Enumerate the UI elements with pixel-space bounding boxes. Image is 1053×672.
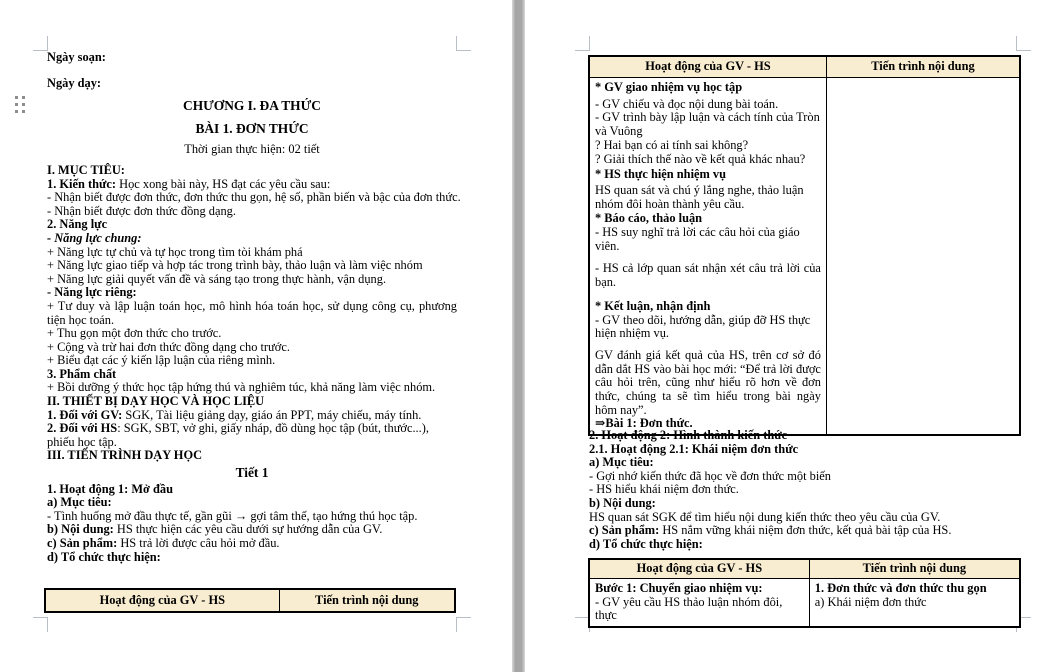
text-run: SGK, Tài liệu giảng dạy, giáo án PPT, máy chiếu, máy tính. <box>122 407 422 422</box>
paragraph <box>595 582 804 596</box>
cell-lesson-content <box>826 78 1019 434</box>
table-body-row <box>590 578 1019 626</box>
paragraph <box>47 395 457 409</box>
text-run: a) Mục tiêu: <box>47 495 112 510</box>
text-run: + Cộng và trừ hai đơn thức đồng dạng cho trước. <box>47 339 290 354</box>
cell-lesson-content <box>809 579 1019 626</box>
paragraph <box>47 341 457 355</box>
paragraph <box>47 143 457 157</box>
paragraph <box>47 273 457 287</box>
paragraph <box>47 466 457 480</box>
text-run: HS trả lời được câu hỏi mở đầu. <box>117 536 280 550</box>
paragraph <box>47 232 457 246</box>
document-page-2[interactable] <box>525 0 1053 672</box>
paragraph <box>47 368 457 382</box>
paragraph <box>47 51 457 65</box>
paragraph <box>47 99 457 113</box>
margin-crop-mark <box>575 36 590 51</box>
text-run: - Năng lực riêng: <box>47 285 137 300</box>
text-run: 2. Năng lực <box>47 217 108 232</box>
text-run: 2.1. Hoạt động 2.1: Khái niệm đơn thức <box>589 441 799 456</box>
paragraph <box>47 483 457 497</box>
paragraph <box>47 259 457 273</box>
margin-crop-mark <box>33 36 48 51</box>
table-header-activity: Hoạt động của GV - HS <box>46 590 279 611</box>
text-run: Bước 1: Chuyển giao nhiệm vụ: <box>595 581 763 595</box>
text-run: * Báo cáo, thảo luận <box>595 211 703 226</box>
text-run: b) Nội dung: <box>47 522 114 537</box>
text-run: b) Nội dung: <box>589 495 656 510</box>
text-run: CHƯƠNG I. ĐA THỨC <box>183 98 321 114</box>
text-run: c) Sản phẩm: <box>589 523 660 538</box>
text-run: - HS hiểu khái niệm đơn thức. <box>589 482 739 497</box>
paragraph <box>47 327 457 341</box>
paragraph <box>815 582 1014 596</box>
text-run: Học xong bài này, HS đạt các yêu cầu sau: <box>116 176 331 191</box>
text-run: + Thu gọn một đơn thức cho trước. <box>47 326 222 341</box>
cell-gv-hs-activity <box>590 579 809 626</box>
paragraph <box>47 77 457 91</box>
activity-table-page1 <box>44 588 456 613</box>
table-header-activity: Hoạt động của GV - HS <box>590 57 826 77</box>
text-run: HS thực hiện các yêu cầu dưới sự hướng dẫn của GV. <box>113 522 383 537</box>
text-run: - GV trình bày lập luận và cách tính của Tròn và Vuông <box>595 110 820 139</box>
text-run: + Năng lực tự chủ và tự học trong tìm tòi khám phá <box>47 244 303 259</box>
text-run: - GV chiếu và đọc nội dung bài toán. <box>595 96 779 111</box>
table-body-row <box>590 77 1019 434</box>
paragraph <box>47 422 457 449</box>
margin-crop-mark <box>456 36 471 51</box>
text-run: - Tình huống mở đầu thực tế, gần gũi → gợi tâm thế, tạo hứng thú học tập. <box>47 508 418 523</box>
text-run: a) Mục tiêu: <box>589 455 654 470</box>
paragraph <box>589 483 1017 497</box>
text-run: * Kết luận, nhận định <box>595 298 711 313</box>
paragraph <box>47 551 457 565</box>
text-run: Ngày soạn: <box>47 50 106 64</box>
paragraph <box>47 190 461 205</box>
paragraph <box>595 314 821 341</box>
paragraph <box>47 300 457 327</box>
paragraph <box>47 523 457 537</box>
text-run: - GV theo dõi, hướng dẫn, giúp đỡ HS thực hiện nhiệm vụ. <box>595 312 811 341</box>
paragraph <box>589 443 1017 457</box>
text-run: d) Tổ chức thực hiện: <box>589 536 703 551</box>
text-run: Thời gian thực hiện: 02 tiết <box>184 142 320 157</box>
text-run: + Biểu đạt các ý kiến lập luận của riêng mình. <box>47 353 276 368</box>
text-run: HS nắm vững khái niệm đơn thức, kết quả bài tập của HS. <box>659 523 952 538</box>
text-run: - GV yêu cầu HS thảo luận nhóm đôi, thực <box>595 594 783 623</box>
paragraph <box>595 212 821 226</box>
text-run: GV đánh giá kết quả của HS, trên cơ sở đó dẫn dắt HS vào bài học mới: “Để trả lời được câu hỏi trên, cũng như hiểu rõ hơn về đơn thức, chúng ta sẽ tìm hiểu trong bài ngày hôm nay”. <box>595 347 821 417</box>
document-page-1[interactable] <box>0 0 512 672</box>
paragraph <box>595 184 821 211</box>
paragraph <box>589 470 1017 484</box>
paragraph <box>589 524 1017 538</box>
paragraph <box>47 496 457 510</box>
text-run: * HS thực hiện nhiệm vụ <box>595 167 727 182</box>
paragraph <box>47 354 457 368</box>
paragraph <box>47 205 457 219</box>
text-run: c) Sản phẩm: <box>47 536 118 550</box>
text-run: : SGK, SBT, vở ghi, giấy nháp, đồ dùng học tập (bút, thước...), phiếu học tập. <box>47 421 429 449</box>
table-header-row <box>590 57 1019 77</box>
paragraph <box>595 98 821 112</box>
table-header-row <box>590 560 1019 578</box>
paragraph <box>47 409 457 423</box>
text-run: + Năng lực giao tiếp và hợp tác trong trình bày, thảo luận và làm việc nhóm <box>47 258 423 273</box>
paragraph <box>47 178 457 192</box>
text-run: III. TIẾN TRÌNH DẠY HỌC <box>47 448 203 463</box>
text-run: BÀI 1. ĐƠN THỨC <box>195 120 309 136</box>
paragraph <box>589 497 1017 511</box>
paragraph <box>589 456 1017 470</box>
text-run: - Gợi nhớ kiến thức đã học về đơn thức một biến <box>589 468 831 483</box>
margin-crop-mark <box>456 617 471 632</box>
text-run: ? Hai bạn có ai tính sai không? <box>595 137 749 152</box>
text-run: 1. Kiến thức: <box>47 176 117 191</box>
table-header-content: Tiến trình nội dung <box>809 560 1019 578</box>
page2-text-body <box>589 429 1017 551</box>
paragraph <box>589 511 1017 525</box>
text-run: + Tư duy và lập luận toán học, mô hình hóa toán học, sử dụng công cụ, phương tiện học toán. <box>47 298 457 327</box>
text-run: - HS cả lớp quan sát nhận xét câu trả lời của bạn. <box>595 261 821 290</box>
text-run: 1. Đơn thức và đơn thức thu gọn <box>814 581 987 595</box>
page1-text-body <box>47 50 461 564</box>
text-run: * GV giao nhiệm vụ học tập <box>595 80 743 94</box>
paragraph <box>815 596 1014 610</box>
table-header-content: Tiến trình nội dung <box>279 590 454 611</box>
paragraph <box>47 510 457 524</box>
text-run: d) Tổ chức thực hiện: <box>47 549 161 564</box>
paragraph <box>47 286 457 300</box>
table-header-content: Tiến trình nội dung <box>826 57 1019 77</box>
paragraph <box>47 218 457 232</box>
paragraph <box>47 246 457 260</box>
paragraph <box>47 449 457 463</box>
text-run: 3. Phẩm chất <box>47 366 117 381</box>
activity-table-1 <box>588 55 1021 436</box>
text-run: Ngày dạy: <box>47 75 102 90</box>
text-run: - Nhận biết được đơn thức, đơn thức thu gọn, hệ số, phần biến và bậc của đơn thức. <box>47 190 461 205</box>
margin-crop-mark <box>33 617 48 632</box>
paragraph <box>595 349 821 418</box>
text-run: I. MỤC TIÊU: <box>47 162 125 177</box>
text-run: 2. Hoạt động 2: Hình thành kiến thức <box>589 428 788 442</box>
text-run: HS quan sát và chú ý lắng nghe, thảo luận nhóm đôi hoàn thành yêu cầu. <box>595 182 804 211</box>
block-drag-handle-icon[interactable] <box>15 96 25 113</box>
text-run: 1. Đối với GV: <box>47 407 123 422</box>
text-run: ⇒Bài 1: Đơn thức. <box>595 416 693 431</box>
margin-crop-mark <box>1016 36 1031 51</box>
paragraph <box>47 122 457 136</box>
text-run: 1. Hoạt động 1: Mở đầu <box>47 481 173 496</box>
paragraph <box>47 164 457 178</box>
paragraph <box>595 111 821 138</box>
paragraph <box>595 81 821 95</box>
table-header-activity: Hoạt động của GV - HS <box>590 560 809 578</box>
text-run: HS quan sát SGK để tìm hiểu nội dung kiến thức theo yêu cầu của GV. <box>589 509 941 524</box>
text-run: - HS suy nghĩ trả lời các câu hỏi của giáo viên. <box>595 225 800 253</box>
text-run: - Năng lực chung: <box>47 230 142 245</box>
paragraph <box>589 538 1017 552</box>
text-run: + Bồi dưỡng ý thức học tập hứng thú và nghiêm túc, khả năng làm việc nhóm. <box>47 380 436 395</box>
cell-gv-hs-activity <box>590 78 826 434</box>
paragraph <box>595 596 804 623</box>
activity-table-2 <box>588 558 1021 628</box>
text-run: ? Giải thích thế nào về kết quả khác nhau? <box>595 151 806 166</box>
text-run: - Nhận biết được đơn thức đồng dạng. <box>47 203 236 218</box>
paragraph <box>595 300 821 314</box>
paragraph <box>595 262 821 289</box>
text-run: Tiết 1 <box>235 465 269 481</box>
paragraph <box>595 153 821 167</box>
paragraph <box>595 226 821 253</box>
text-run: 2. Đối với HS <box>47 421 118 436</box>
paragraph <box>595 168 821 182</box>
paragraph <box>589 429 1017 443</box>
text-run: + Năng lực giải quyết vấn đề và sáng tạo trong thực hành, vận dụng. <box>47 271 387 286</box>
text-run: a) Khái niệm đơn thức <box>814 594 927 609</box>
paragraph <box>47 537 457 551</box>
table-header-row <box>46 590 454 611</box>
text-run: II. THIẾT BỊ DẠY HỌC VÀ HỌC LIỆU <box>47 394 265 409</box>
page-gap <box>512 0 525 672</box>
paragraph <box>595 139 821 153</box>
